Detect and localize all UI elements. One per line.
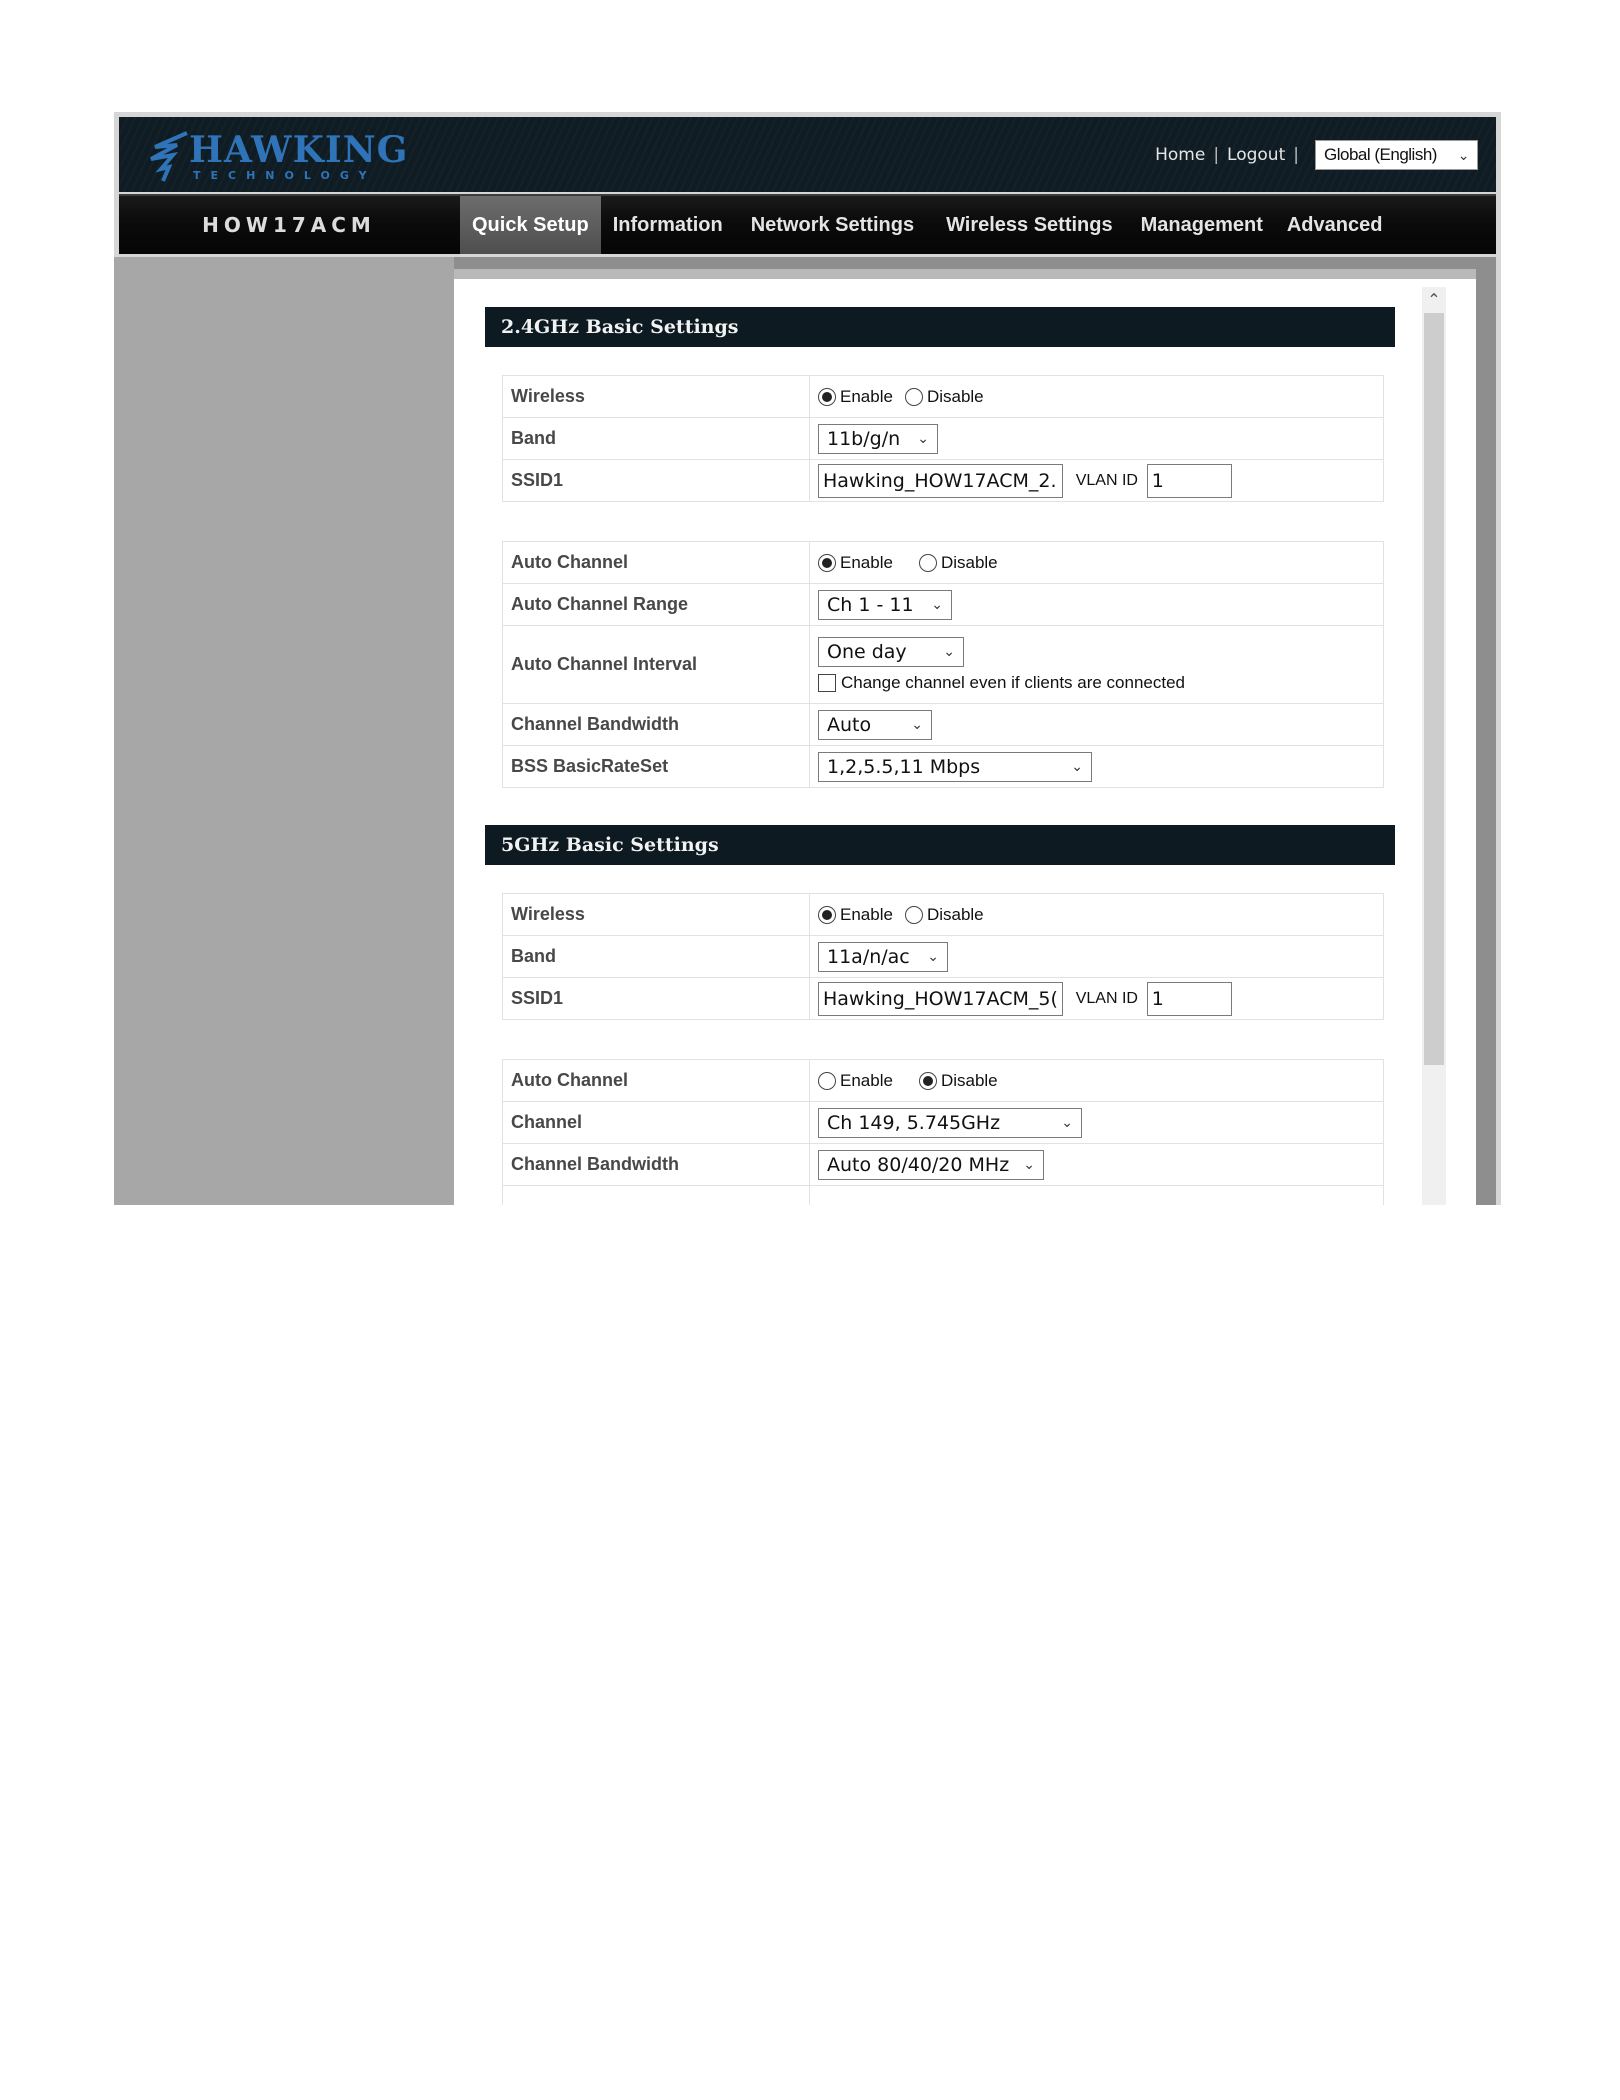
table-row xyxy=(503,542,1384,584)
table-row xyxy=(503,704,1384,746)
radio-auto-channel-24-disable[interactable] xyxy=(919,554,937,572)
radio-wireless-5-disable[interactable] xyxy=(905,906,923,924)
sidebar xyxy=(114,257,454,1205)
hawk-logo-icon xyxy=(147,125,191,185)
section-header-5ghz: 5GHz Basic Settings xyxy=(485,825,1395,865)
table-row xyxy=(503,418,1384,460)
label-channel-bandwidth-5: Channel Bandwidth xyxy=(503,1144,810,1186)
router-admin-window xyxy=(114,112,1501,1205)
label-auto-channel-interval: Auto Channel Interval xyxy=(503,626,810,704)
bandwidth-24-cell xyxy=(810,704,1384,746)
auto-channel-range-select[interactable] xyxy=(818,590,952,620)
band-5-cell xyxy=(810,936,1384,978)
language-value: Global (English) xyxy=(1324,145,1437,164)
table-row xyxy=(503,746,1384,788)
table-row xyxy=(503,978,1384,1020)
label-auto-channel-5: Auto Channel xyxy=(503,1060,810,1102)
table-row xyxy=(503,460,1384,502)
tab-network-settings[interactable]: Network Settings xyxy=(750,213,915,236)
table-24ghz-channel xyxy=(502,541,1384,788)
top-header xyxy=(119,117,1496,192)
band-5-select[interactable] xyxy=(818,942,948,972)
settings-panel xyxy=(454,269,1476,1205)
radio-label: Enable xyxy=(840,904,893,924)
tab-quick-setup[interactable]: Quick Setup xyxy=(460,196,601,254)
chevron-down-icon: ⌄ xyxy=(911,716,923,733)
vlan-24-input[interactable]: 1 xyxy=(1147,464,1232,498)
vlan-label: VLAN ID xyxy=(1075,471,1138,489)
link-separator: | xyxy=(1213,145,1220,165)
select-value: One day xyxy=(827,640,907,663)
channel-bandwidth-24-select[interactable] xyxy=(818,710,932,740)
radio-auto-channel-5-disable[interactable] xyxy=(919,1072,937,1090)
table-5ghz-channel xyxy=(502,1059,1384,1205)
table-row xyxy=(503,1186,1384,1206)
ssid-5-input[interactable]: Hawking_HOW17ACM_5( xyxy=(818,982,1063,1016)
table-row xyxy=(503,936,1384,978)
scroll-up-icon[interactable]: ⌃ xyxy=(1427,289,1441,309)
range-cell xyxy=(810,584,1384,626)
auto-channel-5-options xyxy=(810,1060,1384,1102)
radio-label: Enable xyxy=(840,386,893,406)
vertical-scrollbar[interactable] xyxy=(1422,287,1446,1205)
radio-label: Disable xyxy=(926,386,984,406)
home-link[interactable]: Home xyxy=(1155,145,1206,165)
label-wireless-5: Wireless xyxy=(503,894,810,936)
chevron-down-icon: ⌄ xyxy=(1457,146,1469,163)
label-wireless-24: Wireless xyxy=(503,376,810,418)
change-channel-option xyxy=(818,673,1375,693)
tab-information[interactable]: Information xyxy=(612,213,723,236)
table-row xyxy=(503,1060,1384,1102)
bss-basic-rate-set-select[interactable] xyxy=(818,752,1092,782)
vlan-5-input[interactable]: 1 xyxy=(1147,982,1232,1016)
logout-link[interactable]: Logout xyxy=(1227,145,1286,165)
table-5ghz-basic xyxy=(502,893,1384,1020)
label-channel-bandwidth-24: Channel Bandwidth xyxy=(503,704,810,746)
select-value: Auto xyxy=(827,713,872,736)
section-header-24ghz: 2.4GHz Basic Settings xyxy=(485,307,1395,347)
label-auto-channel-24: Auto Channel xyxy=(503,542,810,584)
table-24ghz-basic xyxy=(502,375,1384,502)
auto-channel-24-options xyxy=(810,542,1384,584)
hawking-logo xyxy=(147,125,409,187)
chevron-down-icon: ⌄ xyxy=(1071,758,1083,775)
change-channel-checkbox[interactable] xyxy=(818,674,836,692)
tab-advanced[interactable]: Advanced xyxy=(1286,213,1383,236)
table-row xyxy=(503,584,1384,626)
language-select[interactable] xyxy=(1315,140,1478,170)
change-channel-label: Change channel even if clients are connected xyxy=(841,672,1186,692)
chevron-down-icon: ⌄ xyxy=(943,643,955,660)
radio-auto-channel-5-enable[interactable] xyxy=(818,1072,836,1090)
band-24-cell xyxy=(810,418,1384,460)
cut-off-cell xyxy=(810,1186,1384,1206)
label-channel-5: Channel xyxy=(503,1102,810,1144)
ssid-24-cell xyxy=(810,460,1384,502)
chevron-down-icon: ⌄ xyxy=(1061,1114,1073,1131)
radio-wireless-24-disable[interactable] xyxy=(905,388,923,406)
label-cut-off xyxy=(503,1186,810,1206)
table-row xyxy=(503,1102,1384,1144)
select-value: 11a/n/ac xyxy=(827,945,910,968)
chevron-down-icon: ⌄ xyxy=(917,430,929,447)
channel-5-select[interactable] xyxy=(818,1108,1082,1138)
label-band-24: Band xyxy=(503,418,810,460)
main-nav xyxy=(119,194,1496,254)
top-links xyxy=(1155,139,1478,171)
table-row xyxy=(503,1144,1384,1186)
table-row xyxy=(503,894,1384,936)
label-band-5: Band xyxy=(503,936,810,978)
ssid-24-input[interactable]: Hawking_HOW17ACM_2. xyxy=(818,464,1063,498)
select-value: 1,2,5.5,11 Mbps xyxy=(827,755,981,778)
vlan-label: VLAN ID xyxy=(1075,989,1138,1007)
select-value: Ch 1 - 11 xyxy=(827,593,914,616)
label-ssid-24: SSID1 xyxy=(503,460,810,502)
radio-label: Enable xyxy=(840,552,893,572)
radio-label: Enable xyxy=(840,1070,893,1090)
chevron-down-icon: ⌄ xyxy=(1023,1156,1035,1173)
radio-wireless-24-enable[interactable] xyxy=(818,388,836,406)
select-value: 11b/g/n xyxy=(827,427,901,450)
model-name: HOW17ACM xyxy=(202,213,376,237)
radio-auto-channel-24-enable[interactable] xyxy=(818,554,836,572)
ssid-5-cell xyxy=(810,978,1384,1020)
table-row xyxy=(503,626,1384,704)
radio-label: Disable xyxy=(940,1070,998,1090)
content-area xyxy=(454,257,1496,1205)
label-bss-basic-rate-set: BSS BasicRateSet xyxy=(503,746,810,788)
wireless-24-options xyxy=(810,376,1384,418)
tab-management[interactable]: Management xyxy=(1140,213,1263,236)
label-ssid-5: SSID1 xyxy=(503,978,810,1020)
tab-wireless-settings[interactable]: Wireless Settings xyxy=(946,213,1113,236)
bss-cell xyxy=(810,746,1384,788)
chevron-down-icon: ⌄ xyxy=(931,596,943,613)
radio-label: Disable xyxy=(940,552,998,572)
select-value: Auto 80/40/20 MHz xyxy=(827,1153,1010,1176)
bandwidth-5-cell xyxy=(810,1144,1384,1186)
logo-subtext: TECHNOLOGY xyxy=(193,169,377,182)
radio-wireless-5-enable[interactable] xyxy=(818,906,836,924)
chevron-down-icon: ⌄ xyxy=(927,948,939,965)
interval-cell xyxy=(810,626,1384,704)
band-24-select[interactable] xyxy=(818,424,938,454)
wireless-5-options xyxy=(810,894,1384,936)
link-separator: | xyxy=(1293,145,1299,165)
logo-text: HAWKING xyxy=(189,129,409,171)
scroll-thumb[interactable] xyxy=(1424,313,1444,1065)
channel-5-cell xyxy=(810,1102,1384,1144)
select-value: Ch 149, 5.745GHz xyxy=(827,1111,1001,1134)
nav-tabs xyxy=(460,196,1394,254)
label-auto-channel-range: Auto Channel Range xyxy=(503,584,810,626)
channel-bandwidth-5-select[interactable] xyxy=(818,1150,1044,1180)
table-row xyxy=(503,376,1384,418)
auto-channel-interval-select[interactable] xyxy=(818,637,964,667)
radio-label: Disable xyxy=(926,904,984,924)
